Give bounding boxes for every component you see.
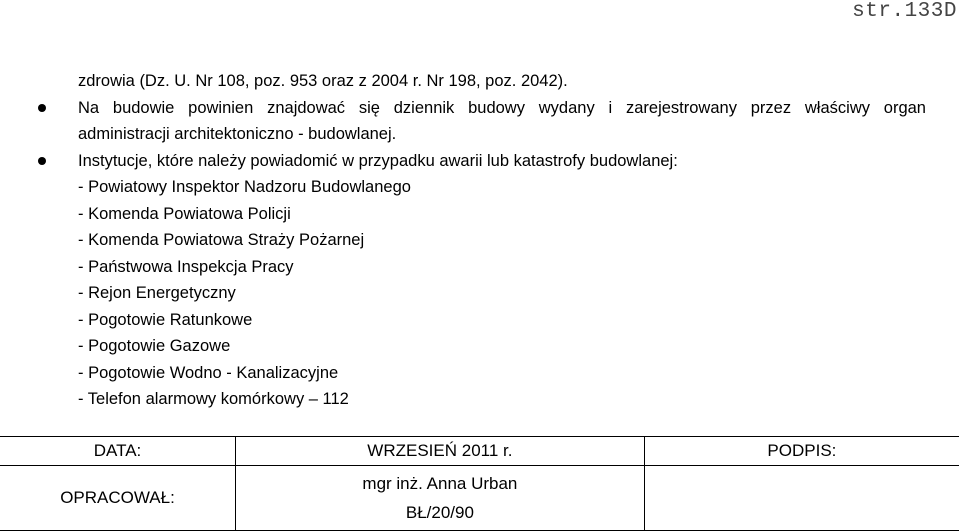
author-license: BŁ/20/90 — [405, 503, 474, 522]
list-item: - Pogotowie Ratunkowe — [78, 310, 253, 329]
date-row — [0, 437, 959, 466]
bullet-item-institutions — [78, 148, 928, 413]
list-item: - Pogotowie Gazowe — [78, 337, 231, 355]
date-label-cell — [0, 437, 235, 466]
list-item: - Państwowa Inspekcja Pracy — [78, 257, 294, 276]
author-name: mgr inż. Anna Urban — [362, 474, 518, 493]
site-diary-line-1: Na budowie powinien znajdować się dziennik budowy wydany i zarejestrowany przez właściwy organ — [78, 98, 926, 117]
institutions-heading: Instytucje, które należy powiadomić w przypadku awarii lub katastrofy budowlanej: — [78, 151, 678, 170]
list-item: - Rejon Energetyczny — [78, 284, 236, 302]
list-item: - Komenda Powiatowa Straży Pożarnej — [78, 231, 365, 249]
document-body — [78, 68, 928, 413]
bullet-icon — [38, 104, 46, 112]
list-item: - Powiatowy Inspektor Nadzoru Budowlanego — [78, 178, 411, 196]
list-item: - Pogotowie Wodno - Kanalizacyjne — [78, 363, 339, 382]
signature-table — [0, 436, 959, 531]
regulation-reference-line: zdrowia (Dz. U. Nr 108, poz. 953 oraz z 2004 r. Nr 198, poz. 2042). — [78, 72, 568, 90]
prepared-by-label: OPRACOWAŁ: — [60, 488, 175, 507]
author-cell — [235, 466, 644, 531]
signature-label: PODPIS: — [767, 441, 837, 460]
date-value-cell — [235, 437, 644, 466]
date-value: WRZESIEŃ 2011 r. — [367, 441, 513, 460]
author-row — [0, 466, 959, 531]
signature-cell — [644, 466, 959, 531]
prepared-by-label-cell — [0, 466, 235, 531]
signature-label-cell — [644, 437, 959, 466]
page-number: str.133D — [852, 0, 957, 23]
list-item: - Telefon alarmowy komórkowy – 112 — [78, 390, 349, 408]
bullet-item-site-diary — [78, 95, 928, 148]
site-diary-line-2: administracji architektoniczno - budowlanej. — [78, 125, 397, 143]
date-label: DATA: — [93, 441, 142, 460]
list-item: - Komenda Powiatowa Policji — [78, 204, 291, 223]
bullet-icon — [38, 157, 46, 165]
